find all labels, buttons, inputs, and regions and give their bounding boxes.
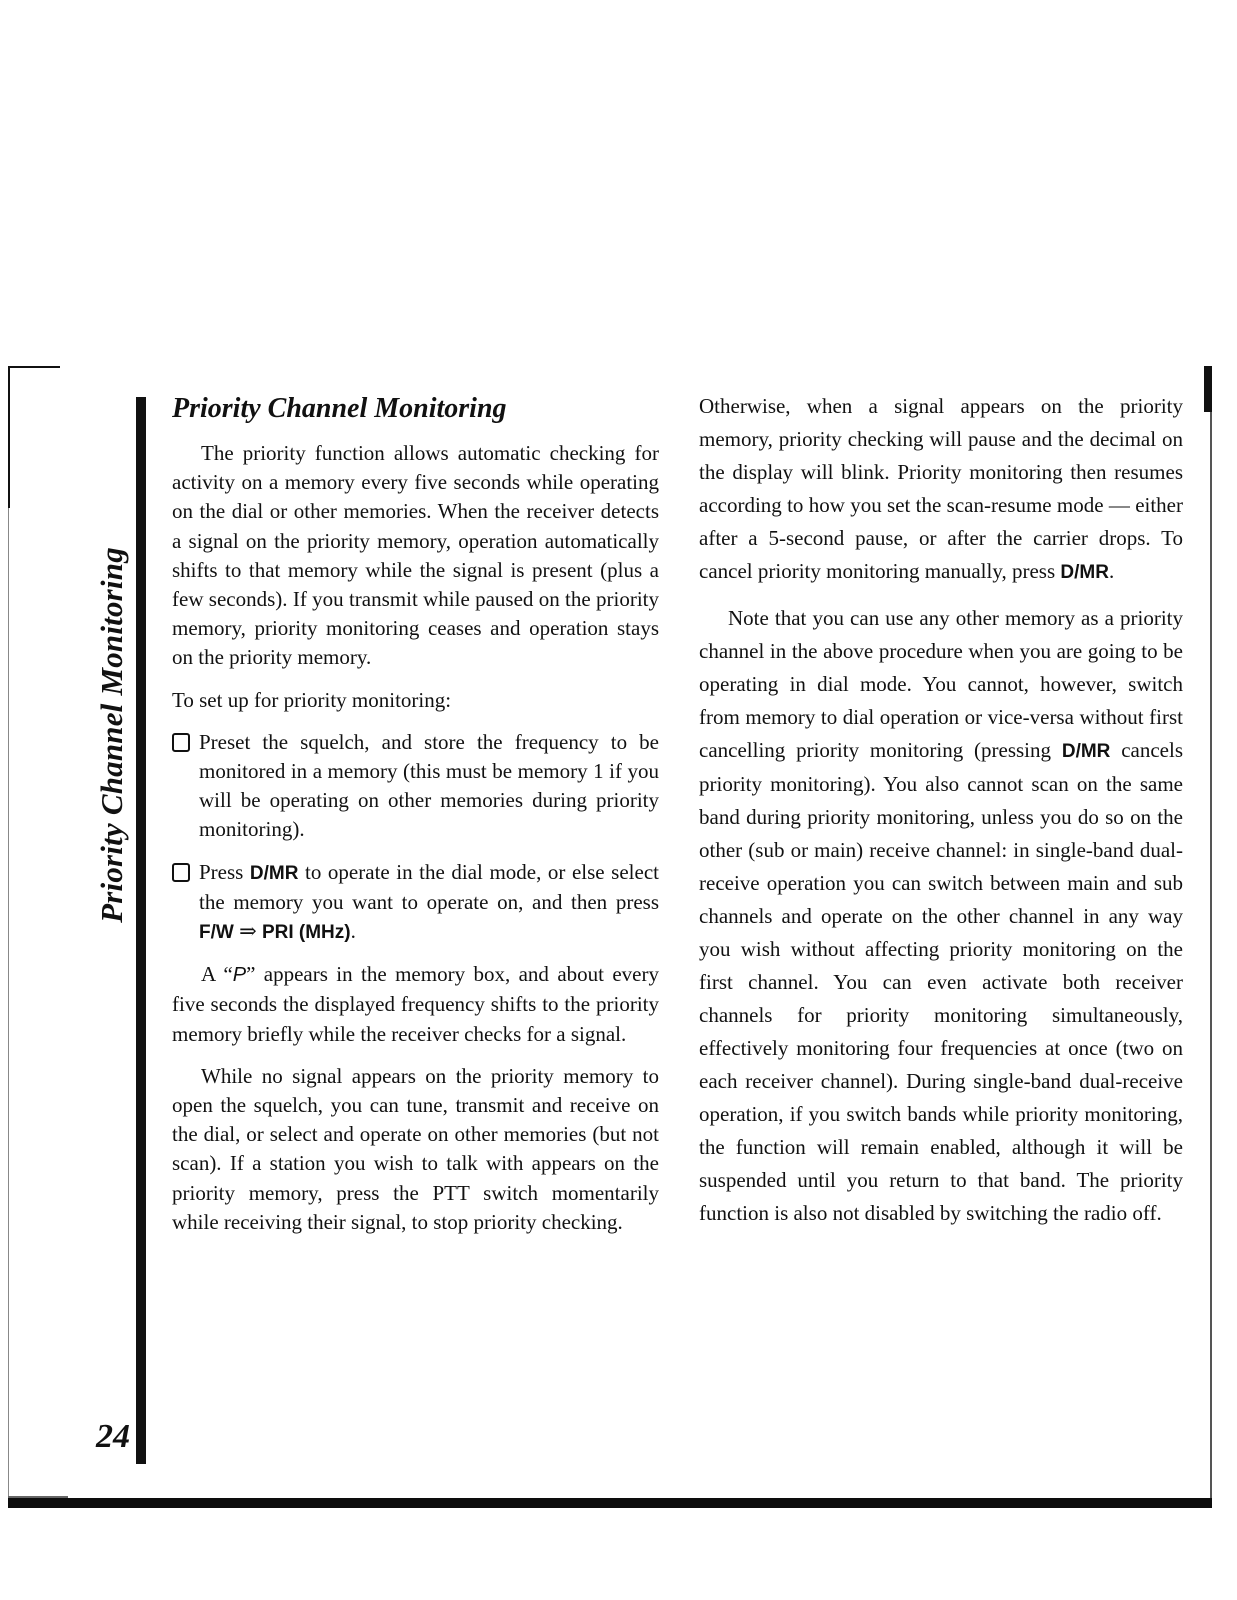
continuation-text: Otherwise, when a signal appears on the priority memory, priority checking will pause and the decimal on the display will blink. Priority monitoring then resumes according to how you set the scan-resume mode — either after a 5-second pause, or after the carrier drops. To cancel priority monitoring manually, press — [699, 394, 1183, 583]
continuation-end: . — [1108, 559, 1115, 583]
checkbox-icon — [172, 863, 190, 882]
step-1-text: Preset the squelch, and store the frequency to be monitored in a memory (this must be memory 1 if you will be operating on other memories during priority monitoring). — [199, 729, 659, 842]
page-edge-right — [1210, 412, 1212, 1508]
step-1 — [172, 728, 659, 845]
key-fw: F/W — [199, 922, 234, 944]
section-bar — [136, 397, 146, 1464]
key-dmr: D/MR — [249, 862, 299, 884]
crop-mark-top-left — [8, 366, 60, 368]
right-column — [699, 390, 1183, 1243]
display-paragraph — [172, 960, 659, 1049]
display-post: ” appears in the memory box, and about every five seconds the displayed frequency shifts to the priority memory briefly while the receiver checks for a signal. — [172, 962, 659, 1046]
note-post: cancels priority monitoring). You also cannot scan on the same band during priority monitoring, unless you do so on the other (sub or main) receive channel: in single-band dual-receive operation you can switch between main and sub channels and operate on the other channel in any way you wish without affecting priority monitoring on the first channel. You can even activate both receiver channels for priority monitoring simultaneously, effectively monitoring four frequencies at once (two on each receiver channel). During single-band dual-receive operation, if you switch bands while priority monitoring, the function will remain enabled, although it will be suspended until you return to that band. The priority function is also not disabled by switching the radio off. — [699, 738, 1184, 1225]
page-number: 24 — [96, 1418, 130, 1455]
note-pre: Note that you can use any other memory as a priority channel in the above procedure when you are going to be operating in dial mode. You cannot, however, switch from memory to dial operation or vice-versa without first cancelling priority monitoring (pressing — [699, 606, 1183, 762]
display-pre: A “ — [201, 962, 233, 987]
checkbox-icon — [172, 733, 190, 752]
crop-mark-left — [8, 366, 10, 508]
setup-line: To set up for priority monitoring: — [172, 687, 452, 712]
step-2-end: . — [350, 919, 356, 944]
page-edge-left — [8, 508, 9, 1508]
arrow-icon: ⇒ — [239, 919, 257, 944]
bottom-rule — [8, 1498, 1212, 1508]
step-2 — [172, 858, 659, 948]
closing-paragraph: While no signal appears on the priority memory to open the squelch, you can tune, transmit and receive on the dial, or select and operate on other memories (but not scan). If a station you wish to talk with appears on the priority memory, press the PTT switch momentarily while receiving their signal, to stop priority checking. — [172, 1063, 659, 1234]
continuation-paragraph — [699, 390, 1183, 589]
left-column — [172, 392, 659, 1250]
intro-paragraph: The priority function allows automatic checking for activity on a memory every five seconds while operating on the dial or other memories. When the receiver detects a signal on the priority memory, operation automatically shifts to that memory while the signal is present (plus a few seconds). If you transmit while paused on the priority memory, priority monitoring ceases and operation stays on the priority memory. — [172, 441, 659, 670]
side-title-text: Priority Channel Monitoring — [94, 547, 129, 923]
step-2-pre: Press — [199, 859, 244, 884]
key-dmr: D/MR — [1060, 562, 1109, 583]
display-symbol: P — [232, 964, 247, 987]
crop-mark-top-right — [1204, 366, 1212, 412]
key-mhz: (MHz) — [298, 922, 351, 944]
key-dmr: D/MR — [1061, 741, 1111, 762]
step-2-mid: to operate in the dial mode, or else select the memory you want to operate on, and then press — [199, 859, 659, 914]
key-pri: PRI — [261, 922, 294, 944]
section-heading: Priority Channel Monitoring — [172, 393, 507, 424]
step-2-text — [199, 858, 659, 948]
note-paragraph — [699, 602, 1183, 1230]
